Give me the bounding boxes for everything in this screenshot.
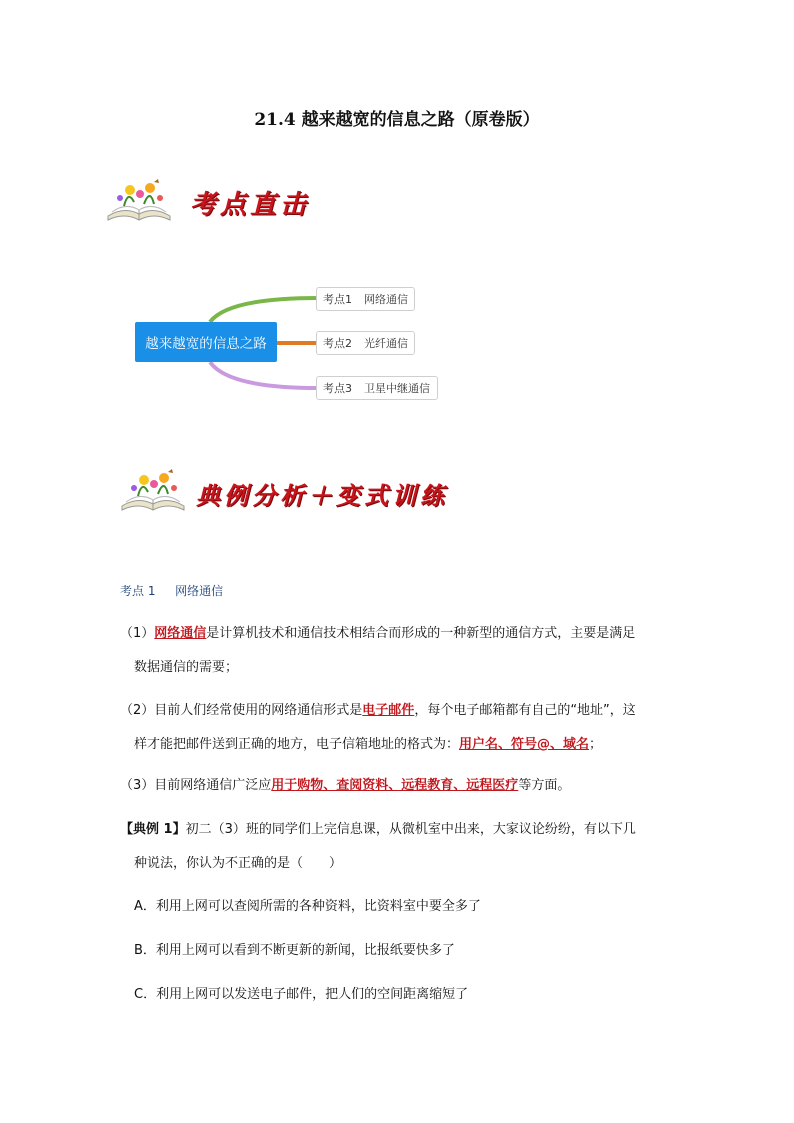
mindmap-root: 越来越宽的信息之路	[135, 322, 277, 362]
option-a: A．利用上网可以查阅所需的各种资料，比资料室中要全多了	[134, 899, 481, 914]
highlight-term: 电子邮件	[362, 703, 415, 718]
question-text: 初二（3）班的同学们上完信息课，从微机室中出来，大家议论纷纷，有以下几	[185, 822, 636, 837]
node-text: 卫星中继通信	[364, 382, 430, 395]
paragraph-text: 样才能把邮件送到正确的地方，电子信箱地址的格式为：	[134, 737, 460, 752]
node-id: 考点2	[323, 337, 352, 350]
mindmap-node-3	[316, 376, 438, 400]
section-banner-dianli: 典例分析＋变式训练	[196, 481, 448, 510]
node-text: 网络通信	[364, 293, 408, 306]
highlight-term: 网络通信	[154, 626, 207, 641]
section-label: 考点 1	[120, 584, 156, 598]
mindmap-connectors	[0, 0, 794, 420]
paragraph-text: 目前网络通信广泛应	[154, 778, 272, 793]
book-flower-icon	[118, 466, 188, 514]
mindmap-node-2	[316, 331, 415, 355]
section-name: 网络通信	[175, 584, 224, 598]
option-b: B．利用上网可以看到不断更新的新闻，比报纸要快多了	[134, 943, 455, 958]
section-banner-kaodian: 考点直击	[190, 190, 311, 220]
section-header	[120, 582, 223, 599]
paragraph-text: 是计算机技术和通信技术相结合而形成的一种新型的通信方式，主要是满足	[206, 626, 636, 641]
paragraph-3	[120, 772, 690, 800]
page-title: 21.4 越来越宽的信息之路（原卷版）	[254, 110, 540, 130]
paragraph-text: ；	[589, 737, 603, 752]
node-id: 考点1	[323, 293, 352, 306]
node-id: 考点3	[323, 382, 352, 395]
highlight-term: 用户名、符号@、域名	[459, 737, 590, 752]
item-number: （2）	[120, 703, 155, 718]
item-number: （1）	[120, 626, 155, 641]
paragraph-1	[120, 620, 690, 682]
option-c: C．利用上网可以发送电子邮件，把人们的空间距离缩短了	[134, 987, 469, 1002]
paragraph-text: ，每个电子邮箱都有自己的“地址”，这	[414, 703, 636, 718]
mindmap-node-1	[316, 287, 415, 311]
item-number: （3）	[120, 778, 155, 793]
node-text: 光纤通信	[364, 337, 408, 350]
highlight-term: 用于购物、查阅资料、远程教育、远程医疗	[271, 778, 519, 793]
question-text: 种说法，你认为不正确的是（ ）	[134, 856, 343, 871]
example-question	[120, 816, 690, 878]
example-tag: 【典例 1】	[120, 822, 186, 837]
paragraph-2	[120, 697, 690, 759]
paragraph-text: 目前人们经常使用的网络通信形式是	[154, 703, 363, 718]
paragraph-text: 等方面。	[518, 778, 571, 793]
paragraph-text: 数据通信的需要；	[134, 660, 239, 675]
